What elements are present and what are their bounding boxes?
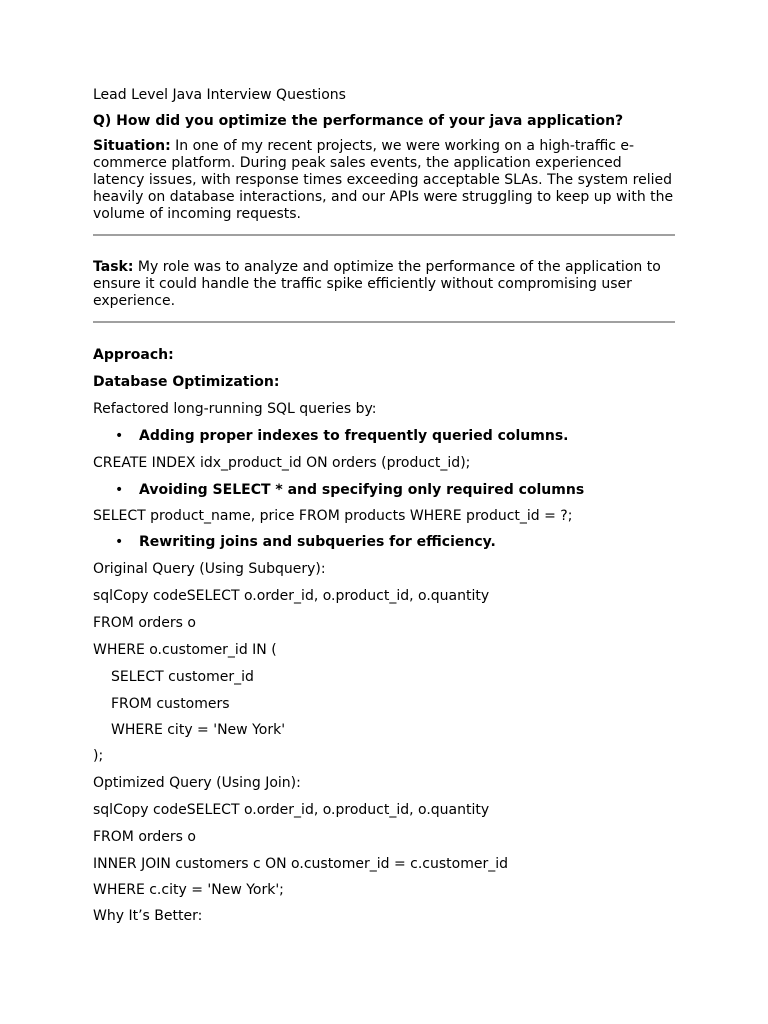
divider bbox=[93, 321, 675, 323]
task-text: My role was to analyze and optimize the performance of the application to ensure it could handle the traffic spike efficiently without compromising user experience. bbox=[93, 259, 661, 309]
bullet-icon: • bbox=[115, 428, 124, 444]
list-item bbox=[93, 481, 675, 499]
code-line: FROM orders o bbox=[93, 615, 196, 631]
list-item bbox=[93, 533, 675, 551]
list-item-text: Rewriting joins and subqueries for efficiency. bbox=[139, 534, 496, 550]
divider bbox=[93, 234, 675, 236]
bullet-icon: • bbox=[115, 534, 124, 550]
code-line: FROM customers bbox=[111, 696, 230, 712]
refactor-intro: Refactored long-running SQL queries by: bbox=[93, 401, 377, 417]
code-line: SELECT product_name, price FROM products WHERE product_id = ?; bbox=[93, 508, 573, 524]
document-heading: Lead Level Java Interview Questions bbox=[93, 87, 346, 103]
optimized-query-label: Optimized Query (Using Join): bbox=[93, 775, 301, 791]
code-line: CREATE INDEX idx_product_id ON orders (product_id); bbox=[93, 455, 471, 471]
document-page bbox=[93, 86, 675, 925]
situation-text: In one of my recent projects, we were working on a high-traffic e-commerce platform. During peak sales events, the application experienced latency issues, with response times exceeding acceptable SLAs. The system relied heavily on database interactions, and our APIs were struggling to keep up with the volume of incoming requests. bbox=[93, 138, 674, 222]
why-better-label: Why It’s Better: bbox=[93, 908, 203, 924]
situation-paragraph bbox=[93, 138, 675, 223]
approach-heading: Approach: bbox=[93, 347, 174, 363]
code-line: SELECT customer_id bbox=[111, 669, 254, 685]
list-item-text: Adding proper indexes to frequently queried columns. bbox=[139, 428, 569, 444]
code-line: sqlCopy codeSELECT o.order_id, o.product_id, o.quantity bbox=[93, 802, 490, 818]
original-query-label: Original Query (Using Subquery): bbox=[93, 561, 326, 577]
code-line: WHERE o.customer_id IN ( bbox=[93, 642, 277, 658]
task-paragraph bbox=[93, 259, 675, 310]
list-item bbox=[93, 427, 675, 445]
code-line: sqlCopy codeSELECT o.order_id, o.product_id, o.quantity bbox=[93, 588, 490, 604]
list-item-text: Avoiding SELECT * and specifying only required columns bbox=[139, 482, 585, 498]
code-line: INNER JOIN customers c ON o.customer_id = c.customer_id bbox=[93, 856, 509, 872]
db-optimization-heading: Database Optimization: bbox=[93, 374, 280, 390]
code-line: WHERE c.city = 'New York'; bbox=[93, 882, 284, 898]
code-line: FROM orders o bbox=[93, 829, 196, 845]
question-title: Q) How did you optimize the performance of your java application? bbox=[93, 113, 624, 129]
situation-label: Situation: bbox=[93, 138, 171, 154]
task-label: Task: bbox=[93, 259, 134, 275]
bullet-icon: • bbox=[115, 482, 124, 498]
code-line: ); bbox=[93, 748, 104, 764]
code-line: WHERE city = 'New York' bbox=[111, 722, 286, 738]
